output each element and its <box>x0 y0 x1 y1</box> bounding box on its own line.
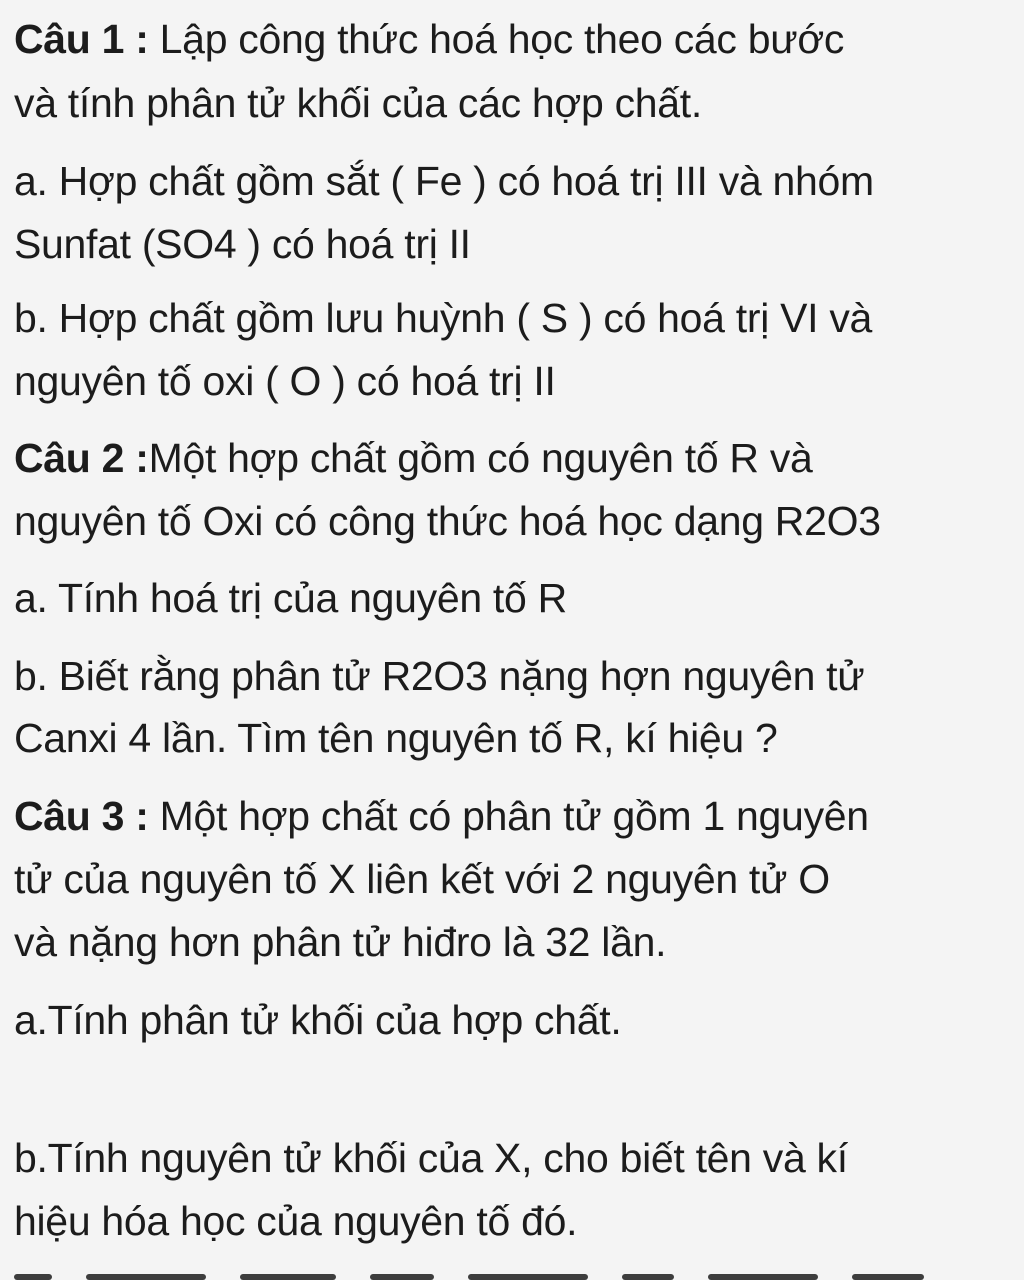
question-1-line-2: và tính phân tử khối của các hợp chất. <box>14 80 702 126</box>
question-2-line-1 <box>14 433 813 483</box>
question-1-part-b-line-1: b. Hợp chất gồm lưu huỳnh ( S ) có hoá trị VI và <box>14 295 873 341</box>
question-2-label: Câu 2 : <box>14 435 149 481</box>
question-3-part-b-line-1: b.Tính nguyên tử khối của X, cho biết tên và kí <box>14 1135 848 1181</box>
question-1-part-b-line-2: nguyên tố oxi ( O ) có hoá trị II <box>14 358 556 404</box>
question-3-part-a-line-1: a.Tính phân tử khối của hợp chất. <box>14 997 622 1043</box>
question-3-line-2: tử của nguyên tố X liên kết với 2 nguyên tử O <box>14 856 830 902</box>
question-1-text: Lập công thức hoá học theo các bước <box>148 16 845 62</box>
question-3-label: Câu 3 : <box>14 793 149 839</box>
question-1-line-1 <box>14 14 844 64</box>
question-3-line-1 <box>14 791 869 841</box>
cut-off-text-line <box>14 1262 994 1280</box>
question-2-line-2: nguyên tố Oxi có công thức hoá học dạng R2O3 <box>14 498 881 544</box>
question-2-part-b-line-2: Canxi 4 lần. Tìm tên nguyên tố R, kí hiệu ? <box>14 715 778 761</box>
question-1-label: Câu 1 : <box>14 16 149 62</box>
question-3-part-b-line-2: hiệu hóa học của nguyên tố đó. <box>14 1198 578 1244</box>
question-3-line-3: và nặng hơn phân tử hiđro là 32 lần. <box>14 919 667 965</box>
question-2-part-a-line-1: a. Tính hoá trị của nguyên tố R <box>14 575 567 621</box>
question-1-part-a-line-2: Sunfat (SO4 ) có hoá trị II <box>14 221 471 267</box>
question-2-part-b-line-1: b. Biết rằng phân tử R2O3 nặng hợn nguyên tử <box>14 653 865 699</box>
question-2-text: Một hợp chất gồm có nguyên tố R và <box>148 435 813 481</box>
question-3-text: Một hợp chất có phân tử gồm 1 nguyên <box>148 793 869 839</box>
question-1-part-a-line-1: a. Hợp chất gồm sắt ( Fe ) có hoá trị III và nhóm <box>14 158 874 204</box>
